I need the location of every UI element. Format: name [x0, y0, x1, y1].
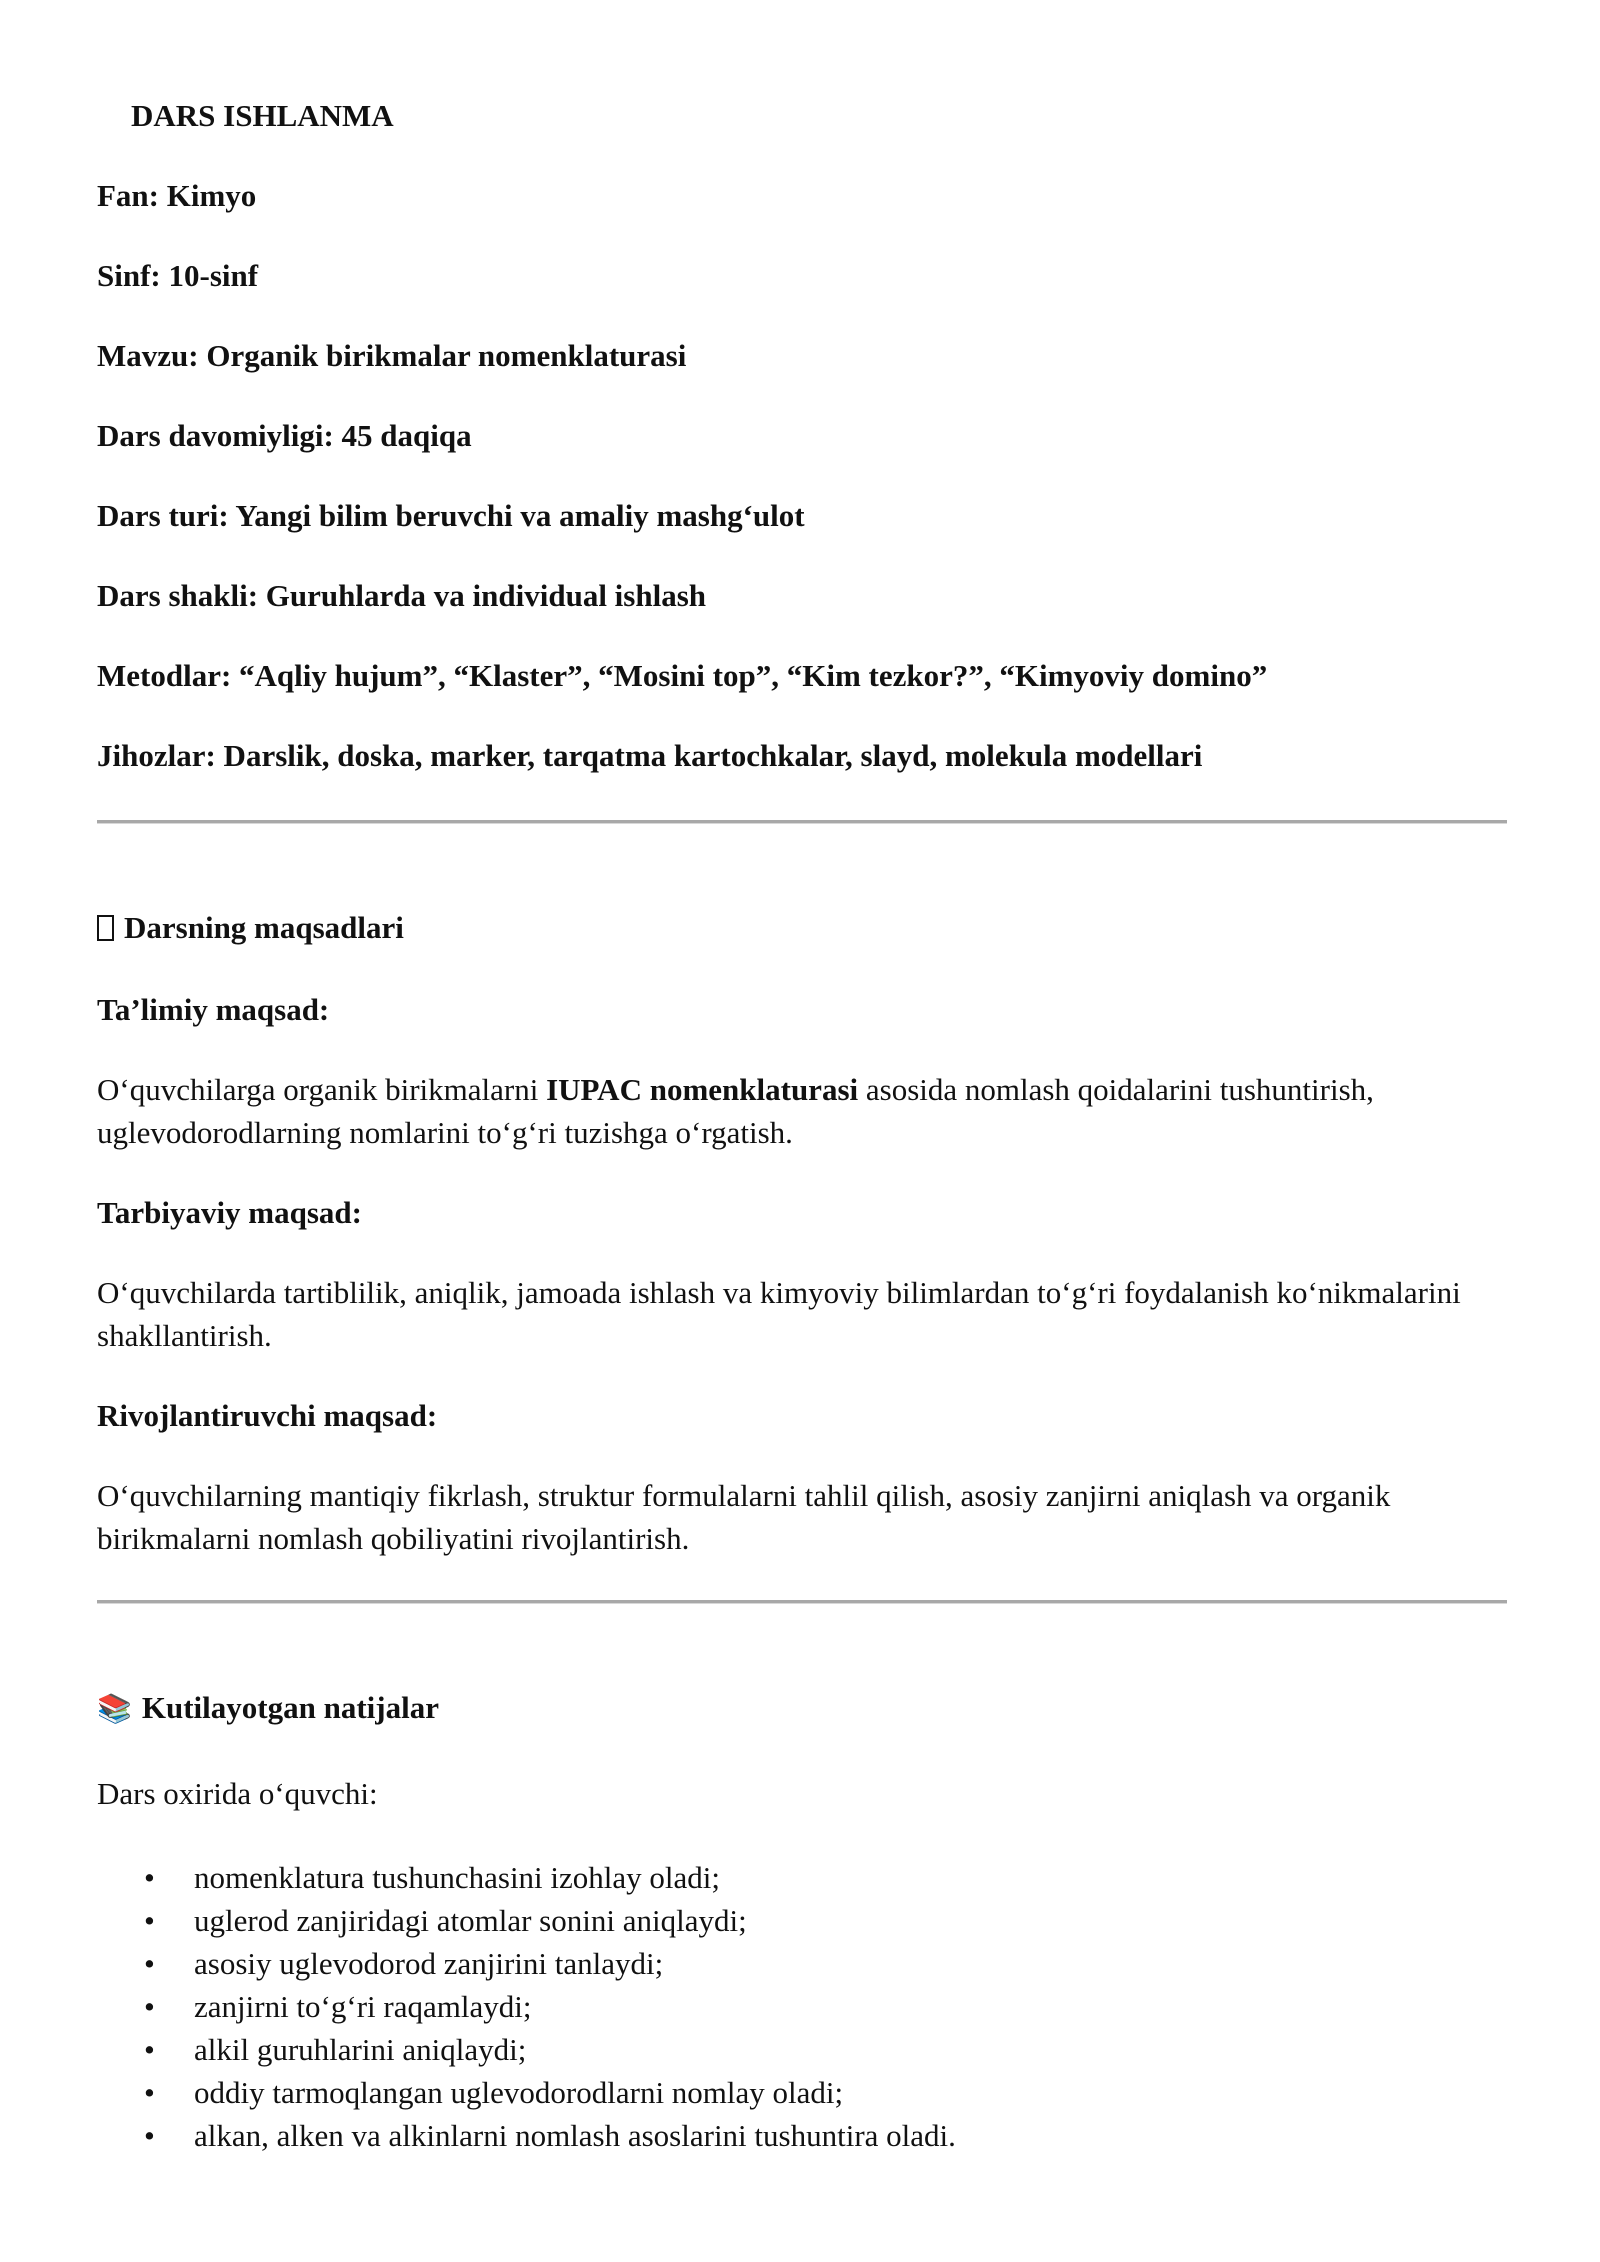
- meta-equipment: Jihozlar: Darslik, doska, marker, tarqatma kartochkalar, slayd, molekula modellari: [97, 738, 1203, 773]
- list-item: • uglerod zanjiridagi atomlar sonini aniqlaydi;: [97, 1899, 956, 1942]
- educational-goal-text-part: O‘quvchilarga organik birikmalarni: [97, 1072, 547, 1107]
- missing-glyph-box-icon: [97, 915, 114, 941]
- list-item: • alkil guruhlarini aniqlaydi;: [97, 2028, 956, 2071]
- upbringing-goal-label: Tarbiyaviy maqsad:: [97, 1195, 362, 1230]
- upbringing-goal-text: O‘quvchilarda tartiblilik, aniqlik, jamoada ishlash va kimyoviy bilimlardan to‘g‘ri foydalanish ko‘nikmalarini shakllantirish.: [97, 1275, 1461, 1353]
- meta-topic: Mavzu: Organik birikmalar nomenklaturasi: [97, 338, 687, 373]
- developmental-goal-text: O‘quvchilarning mantiqiy fikrlash, struktur formulalarni tahlil qilish, asosiy zanjirni aniqlash va organik birikmalarni nomlash qobiliyatini rivojlantirish.: [97, 1478, 1391, 1556]
- meta-lesson-form: Dars shakli: Guruhlarda va individual ishlash: [97, 578, 707, 613]
- goals-heading: [97, 908, 404, 948]
- meta-grade: Sinf: 10-sinf: [97, 258, 259, 293]
- meta-subject: Fan: Kimyo: [97, 178, 257, 213]
- list-item: • zanjirni to‘g‘ri raqamlaydi;: [97, 1985, 956, 2028]
- goals-heading-text: Darsning maqsadlari: [124, 910, 404, 945]
- meta-lesson-type: Dars turi: Yangi bilim beruvchi va amaliy mashg‘ulot: [97, 498, 805, 533]
- document-title: DARS ISHLANMA: [131, 98, 394, 133]
- section-divider: [97, 820, 1507, 824]
- outcomes-heading: [97, 1688, 439, 1729]
- outcomes-list: [97, 1856, 956, 2157]
- meta-duration: Dars davomiyligi: 45 daqiqa: [97, 418, 472, 453]
- section-divider: [97, 1600, 1507, 1604]
- list-item: • alkan, alken va alkinlarni nomlash asoslarini tushuntira oladi.: [97, 2114, 956, 2157]
- list-item: • oddiy tarmoqlangan uglevodorodlarni nomlay oladi;: [97, 2071, 956, 2114]
- educational-goal-text-part: asosida nomlash qoidalarini tushuntirish, uglevodorodlarning nomlarini to‘g‘ri tuzishga o‘rgatish.: [97, 1072, 1374, 1150]
- outcomes-heading-text: Kutilayotgan natijalar: [141, 1690, 439, 1725]
- educational-goal-text: [97, 1068, 1507, 1154]
- developmental-goal-label: Rivojlantiruvchi maqsad:: [97, 1398, 438, 1433]
- educational-goal-label: Ta’limiy maqsad:: [97, 992, 330, 1027]
- meta-methods: Metodlar: “Aqliy hujum”, “Klaster”, “Mosini top”, “Kim tezkor?”, “Kimyoviy domino”: [97, 658, 1268, 693]
- outcomes-intro: Dars oxirida o‘quvchi:: [97, 1776, 378, 1811]
- iupac-emphasis: IUPAC nomenklaturasi: [546, 1072, 859, 1107]
- list-item: • asosiy uglevodorod zanjirini tanlaydi;: [97, 1942, 956, 1985]
- list-item: • nomenklatura tushunchasini izohlay oladi;: [97, 1856, 956, 1899]
- books-icon: 📚: [97, 1692, 132, 1725]
